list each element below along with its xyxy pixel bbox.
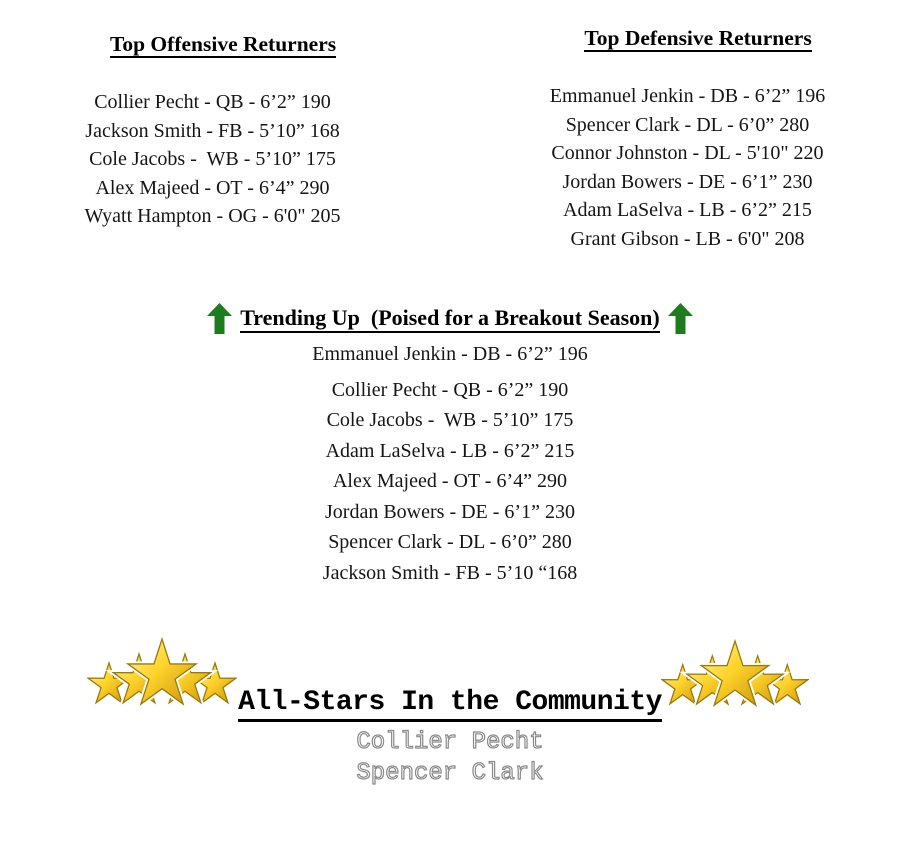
- community-title: All-Stars In the Community: [238, 687, 662, 722]
- player-line: Emmanuel Jenkin - DB - 6’2” 196: [549, 85, 826, 107]
- community-names-list: [0, 727, 900, 789]
- trending-up-title: Trending Up (Poised for a Breakout Season): [240, 305, 659, 333]
- player-line: Alex Majeed - OT - 6’4” 290: [332, 470, 567, 492]
- offensive-roster-list: [40, 88, 385, 231]
- offensive-returners-title: Top Offensive Returners: [109, 32, 337, 56]
- trending-roster-list: [0, 339, 900, 588]
- defensive-returners-title: Top Defensive Returners: [584, 26, 812, 50]
- player-line: Adam LaSelva - LB - 6’2” 215: [325, 439, 575, 462]
- player-line: Jordan Bowers - DE - 6’1” 230: [562, 170, 813, 193]
- community-all-stars-section: [0, 633, 900, 803]
- player-line: Emmanuel Jenkin - DB - 6’2” 196: [312, 343, 588, 365]
- offensive-returners-section: [40, 7, 385, 231]
- trending-up-heading: [0, 303, 900, 334]
- player-line: Jackson Smith - FB - 5’10 “168: [322, 561, 578, 584]
- up-arrow-icon: [207, 303, 232, 334]
- player-line: Collier Pecht - QB - 6’2” 190: [94, 91, 331, 113]
- community-name: Collier Pecht: [356, 729, 544, 756]
- defensive-returners-section: [515, 1, 860, 253]
- five-gold-stars-icon: [87, 637, 237, 717]
- offensive-returners-heading: [40, 7, 385, 82]
- trending-up-section: [0, 303, 900, 588]
- five-gold-stars-icon: [661, 639, 809, 718]
- community-name: Spencer Clark: [356, 760, 544, 787]
- up-arrow-icon: [668, 303, 693, 334]
- player-line: Cole Jacobs - WB - 5’10” 175: [326, 409, 574, 431]
- player-line: Spencer Clark - DL - 6’0” 280: [565, 113, 810, 136]
- player-line: Spencer Clark - DL - 6’0” 280: [328, 531, 572, 553]
- player-line: Alex Majeed - OT - 6’4” 290: [95, 176, 330, 199]
- player-line: Jordan Bowers - DE - 6’1” 230: [325, 500, 575, 523]
- player-line: Grant Gibson - LB - 6'0" 208: [570, 227, 805, 250]
- player-line: Wyatt Hampton - OG - 6'0" 205: [84, 205, 341, 227]
- player-line: Adam LaSelva - LB - 6’2” 215: [563, 199, 812, 221]
- player-line: Collier Pecht - QB - 6’2” 190: [331, 378, 569, 401]
- defensive-returners-heading: [515, 1, 860, 76]
- defensive-roster-list: [515, 82, 860, 253]
- player-line: Cole Jacobs - WB - 5’10” 175: [89, 148, 336, 170]
- player-line: Connor Johnston - DL - 5'10" 220: [551, 142, 824, 164]
- player-line: Jackson Smith - FB - 5’10” 168: [85, 119, 340, 142]
